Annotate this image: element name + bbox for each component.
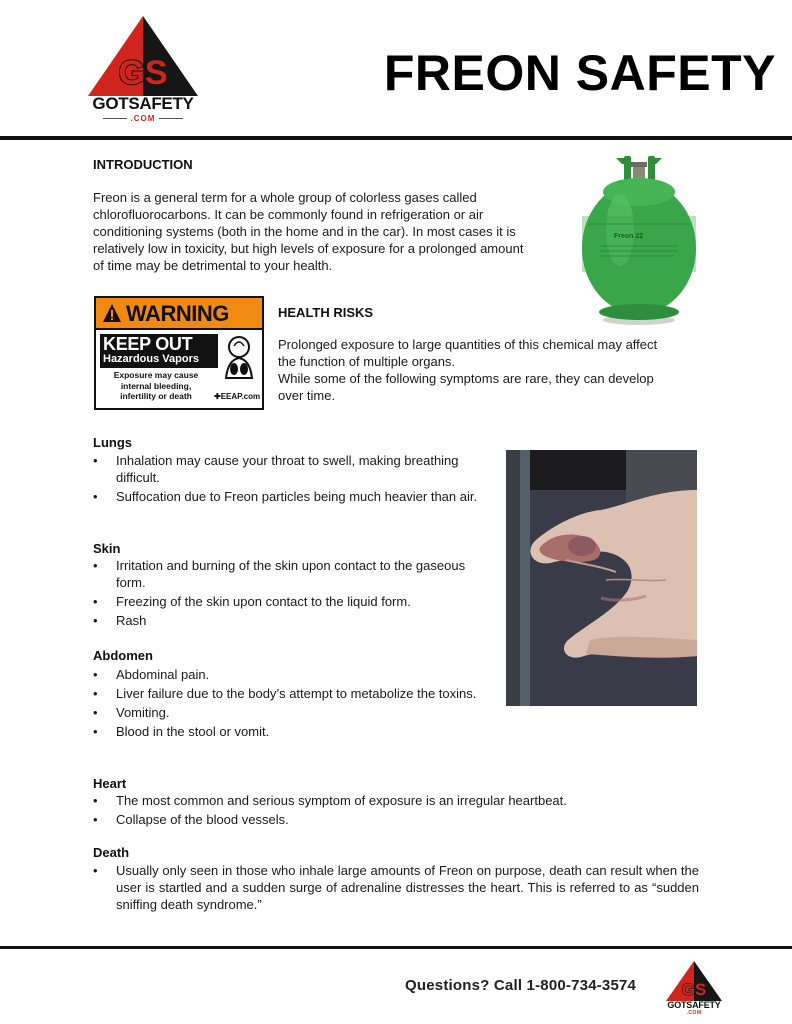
section-title-abdomen: Abdomen xyxy=(93,648,153,663)
health-risks-line: the function of multiple organs. xyxy=(278,354,456,369)
footer-gotsafety-logo xyxy=(664,960,724,1018)
footer-logo-domain: .COM xyxy=(686,1010,702,1016)
tank-label: Freon 22 xyxy=(614,233,644,240)
warning-header xyxy=(96,298,262,330)
logo-triangle-icon xyxy=(84,14,202,98)
intro-line: relatively low in toxicity, but high levels of exposure for a prolonged amount xyxy=(93,241,524,256)
logo-text: GOTSAFETY xyxy=(92,94,194,113)
list-item: • Usually only seen in those who inhale large amounts of Freon on purpose, death can result when the user is startled and a sudden surge of adrenaline distresses the heart. This is referred to as “sudden sniffing death syndrome.” xyxy=(93,862,699,913)
list-item: • Collapse of the blood vessels. xyxy=(93,811,703,828)
gotsafety-logo xyxy=(84,14,202,124)
warning-text xyxy=(100,370,212,402)
intro-line: conditioning systems (both in the home and in the car). In most cases it is xyxy=(93,224,516,239)
warning-sign-image xyxy=(94,296,264,410)
warning-text-line: infertility or death xyxy=(120,391,192,401)
list-item: • Liver failure due to the body’s attempt to metabolize the toxins. xyxy=(93,685,495,702)
medical-cross-icon: ✚ xyxy=(214,392,221,401)
intro-line: of time may be detrimental to your health. xyxy=(93,258,333,273)
footer-logo-letters: GS xyxy=(681,980,707,999)
list-item: • Abdominal pain. xyxy=(93,666,495,683)
logo-domain: .COM xyxy=(84,114,202,123)
intro-line: Freon is a general term for a whole group of colorless gases called xyxy=(93,190,477,205)
list-item: • Inhalation may cause your throat to swell, making breathing difficult. xyxy=(93,452,493,486)
inhalation-hazard-icon xyxy=(220,334,258,382)
questions-phone-text: Questions? Call 1-800-734-3574 xyxy=(405,977,637,994)
footer-logo-text: GOTSAFETY xyxy=(667,1000,721,1010)
section-title-lungs: Lungs xyxy=(93,435,132,450)
section-title-death: Death xyxy=(93,845,130,860)
heart-list xyxy=(93,792,703,830)
section-title-heart: Heart xyxy=(93,776,127,791)
frostbite-hand-photo xyxy=(506,450,697,706)
intro-line: chlorofluorocarbons. It can be commonly found in refrigeration or air xyxy=(93,207,484,222)
intro-paragraph xyxy=(93,189,573,274)
skin-list xyxy=(93,557,498,631)
list-item: • Suffocation due to Freon particles being much heavier than air. xyxy=(93,488,493,505)
death-list xyxy=(93,862,699,915)
freon-tank-image xyxy=(578,152,700,328)
health-risks-heading: HEALTH RISKS xyxy=(278,305,374,320)
abdomen-list xyxy=(93,666,495,742)
list-item: • Vomiting. xyxy=(93,704,495,721)
list-item: • The most common and serious symptom of exposure is an irregular heartbeat. xyxy=(93,792,703,809)
keep-out-banner xyxy=(100,334,218,368)
footer-divider xyxy=(0,946,792,949)
page-title: FREON SAFETY xyxy=(383,45,776,101)
intro-heading: INTRODUCTION xyxy=(93,157,193,172)
header-divider xyxy=(0,136,792,140)
warning-text-line: Exposure may cause xyxy=(113,370,199,380)
list-item: • Rash xyxy=(93,612,498,629)
warning-triangle-icon xyxy=(102,303,122,323)
warning-text-line: internal bleeding, xyxy=(120,380,192,391)
list-item: • Freezing of the skin upon contact to the liquid form. xyxy=(93,593,498,610)
footer-logo-triangle-icon xyxy=(664,960,724,1002)
section-title-skin: Skin xyxy=(93,541,121,556)
hazardous-vapors-text: Hazardous Vapors xyxy=(103,353,199,365)
list-item: • Blood in the stool or vomit. xyxy=(93,723,495,740)
health-risks-line: over time. xyxy=(278,388,336,403)
health-risks-line: Prolonged exposure to large quantities of this chemical may affect xyxy=(278,337,658,352)
warning-brand xyxy=(214,392,260,401)
warning-brand-text: EEAP.com xyxy=(220,392,261,401)
warning-label: WARNING xyxy=(126,301,229,326)
lungs-list xyxy=(93,452,493,507)
keep-out-text: KEEP OUT xyxy=(103,334,193,354)
list-item: • Irritation and burning of the skin upon contact to the gaseous form. xyxy=(93,557,498,591)
health-risks-paragraph xyxy=(278,336,698,404)
health-risks-line: While some of the following symptoms are rare, they can develop xyxy=(278,371,654,386)
logo-letters: GS xyxy=(118,54,168,92)
